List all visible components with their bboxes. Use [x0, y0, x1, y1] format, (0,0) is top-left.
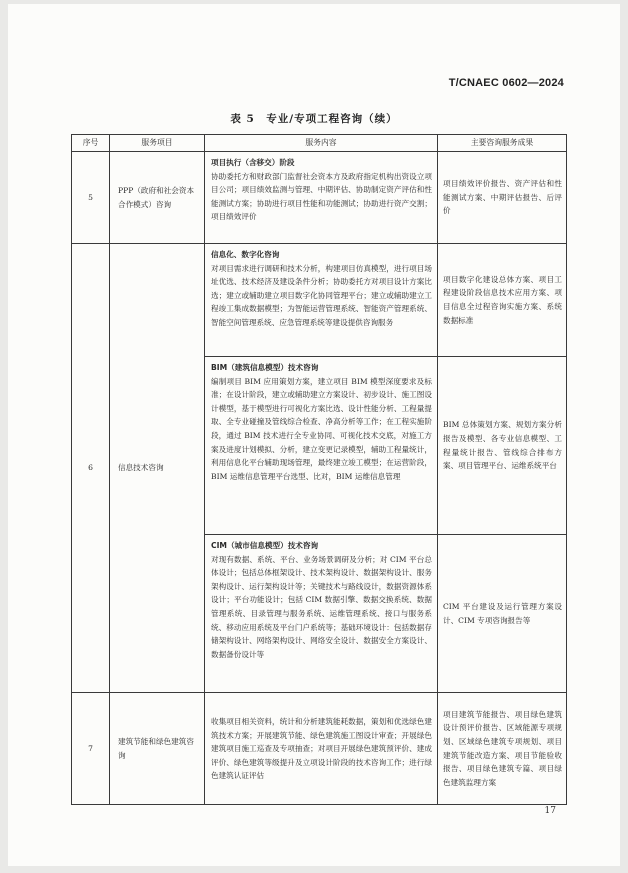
service-result: 项目数字化建设总体方案、项目工程建设阶段信息技术应用方案、项目信息全过程咨询实施方案、系统数据标准 — [438, 244, 567, 357]
table-row — [72, 244, 567, 357]
content-body: 对现有数据、系统、平台、业务场景调研及分析；对 CIM 平台总体设计；包括总体框架设计、技术架构设计、数据架构设计、服务架构设计、运行架构设计等；关键技术与路线设计，数据资源体系设计；平台功能设计；包括 CIM 数据引擎、数据交换系统、数据管理系统、目录管理与服务系统、运维管理系统、接口与服务系统、移动应用系统及平台门户系统等；基础环境设计：包括数据存储架构设计、网络架构设计、网络安全设计、数据安全方案设计、数据备份设计等 — [211, 554, 432, 659]
table-title: 表 5 专业/专项工程咨询（续） — [230, 113, 398, 125]
service-content — [205, 357, 438, 535]
service-content — [205, 152, 438, 244]
service-item: PPP（政府和社会资本合作模式）咨询 — [110, 152, 205, 244]
content-body: 对项目需求进行调研和技术分析，构建项目仿真模型，进行项目场址优选、技术经济及建设条件分析；协助委托方对项目设计方案比选；建立或辅助建立项目数字化协同管理平台；建立或辅助建立工程竣工集成数据模型；为智能运营管理系统、智能资产管理系统、智能空间管理系统、应急管理系统等建设提供咨询服务 — [211, 263, 432, 327]
table-row — [72, 693, 567, 805]
service-result: 项目建筑节能报告、项目绿色建筑设计预评价报告、区域能源专项规划、区域绿色建筑专项规划、项目建筑节能改造方案、项目节能验收报告、项目绿色建筑专篇、项目绿色建筑监理方案 — [438, 693, 567, 805]
column-header-result: 主要咨询服务成果 — [438, 135, 567, 152]
service-item: 建筑节能和绿色建筑咨询 — [110, 693, 205, 805]
service-result: CIM 平台建设及运行管理方案设计、CIM 专项咨询报告等 — [438, 535, 567, 693]
content-heading: BIM（建筑信息模型）技术咨询 — [211, 363, 319, 372]
page-number: 17 — [544, 806, 556, 816]
table-row — [72, 152, 567, 244]
service-table — [71, 134, 567, 805]
column-header-no: 序号 — [72, 135, 110, 152]
row-number: 5 — [72, 152, 110, 244]
service-content — [205, 244, 438, 357]
service-result: BIM 总体策划方案、规划方案分析报告及模型、各专业信息模型、工程量统计报告、管线综合排布方案、项目管理平台、运维系统平台 — [438, 357, 567, 535]
content-body: 收集项目相关资料，统计和分析建筑能耗数据，策划和优选绿色建筑技术方案；开展建筑节能、绿色建筑施工图设计审查；开展绿色建筑项目施工巡查及专项抽查；对项目开展绿色建筑预评价、建成评价、绿色建筑等级提升及立项设计阶段的技术咨询工作；进行绿色建筑认证评估 — [211, 717, 432, 781]
document-page — [8, 4, 620, 866]
content-heading: 信息化、数字化咨询 — [211, 250, 280, 259]
content-heading: 项目执行（含移交）阶段 — [211, 158, 295, 167]
column-header-item: 服务项目 — [110, 135, 205, 152]
table-header-row — [72, 135, 567, 152]
service-content — [205, 535, 438, 693]
content-heading: CIM（城市信息模型）技术咨询 — [211, 541, 319, 550]
row-number: 6 — [72, 244, 110, 693]
service-item: 信息技术咨询 — [110, 244, 205, 693]
service-result: 项目绩效评价报告、资产评估和性能测试方案、中期评估报告、后评价 — [438, 152, 567, 244]
column-header-content: 服务内容 — [205, 135, 438, 152]
content-body: 编制项目 BIM 应用策划方案，建立项目 BIM 模型深度要求及标准；在设计阶段，建立或辅助建立方案设计、初步设计、施工图设计模型，基于模型进行可视化方案比选、设计性能分析、工程量提取、全专业碰撞及管线综合检查、净高分析等工作；在工程实施阶段，通过 BIM 技术进行全专业协同、可视化技术交底，对施工方案及进度计划模拟、分析，建立变更记录模型，辅助工程量统计，利用信息化平台辅助现场管理，最终建立竣工模型；在运营阶段，BIM 运维信息管理平台选型、比对，BIM 运维信息管理 — [211, 376, 432, 481]
standard-code: T/CNAEC 0602—2024 — [448, 77, 564, 89]
row-number: 7 — [72, 693, 110, 805]
service-content — [205, 693, 438, 805]
content-body: 协助委托方和财政部门监督社会资本方及政府指定机构出资设立项目公司；项目绩效监测与管理、中期评估、协助制定资产评估和性能测试方案；协助进行项目性能和功能测试；协助进行资产交割；项目绩效评价 — [211, 171, 432, 222]
